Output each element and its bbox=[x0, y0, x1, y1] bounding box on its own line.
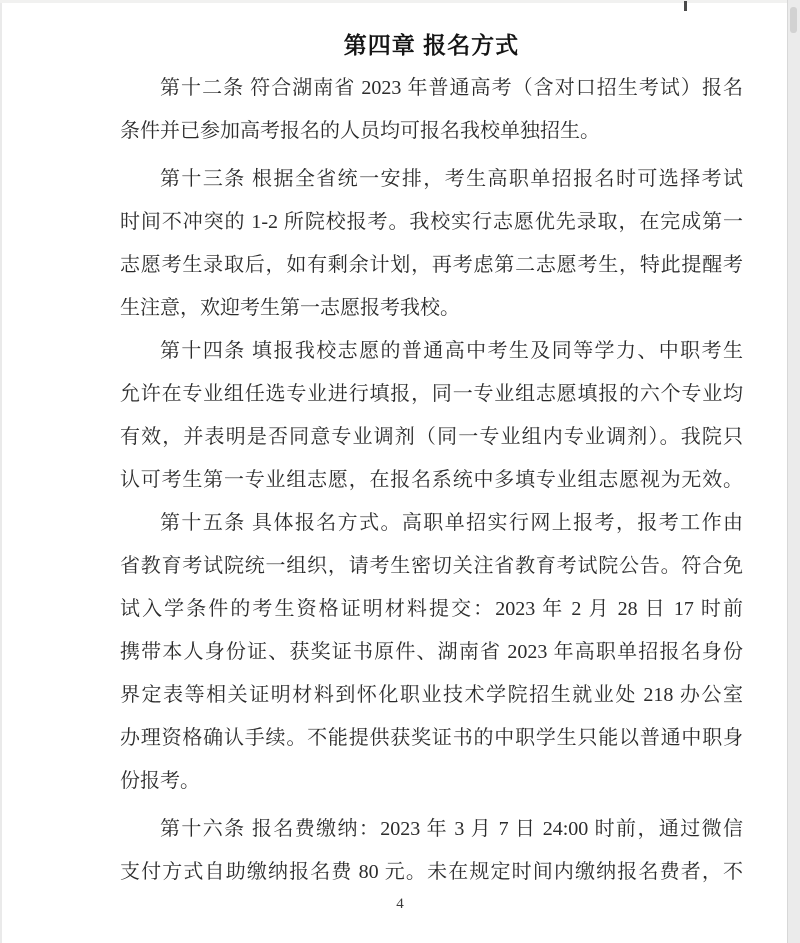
text-line: 允许在专业组任选专业进行填报，同一专业组志愿填报的六个专业均 bbox=[120, 383, 743, 405]
text-line: 第十四条 填报我校志愿的普通高中考生及同等学力、中职考生 bbox=[160, 340, 743, 362]
page-number: 4 bbox=[396, 896, 404, 912]
paragraph-article-14 bbox=[120, 330, 743, 502]
document-content bbox=[120, 24, 743, 894]
paragraph-article-13 bbox=[120, 158, 743, 330]
text-line: 志愿考生录取后，如有剩余计划，再考虑第二志愿考生，特此提醒考 bbox=[120, 254, 743, 276]
text-line: 试入学条件的考生资格证明材料提交：2023 年 2 月 28 日 17 时前 bbox=[120, 598, 743, 620]
page-left-edge bbox=[0, 0, 2, 943]
text-line: 支付方式自助缴纳报名费 80 元。未在规定时间内缴纳报名费者，不 bbox=[120, 861, 743, 883]
text-line: 生注意，欢迎考生第一志愿报考我校。 bbox=[120, 297, 460, 319]
text-line: 省教育考试院统一组织，请考生密切关注省教育考试院公告。符合免 bbox=[120, 555, 743, 577]
text-line: 携带本人身份证、获奖证书原件、湖南省 2023 年高职单招报名身份 bbox=[120, 641, 743, 663]
scrollbar-thumb[interactable] bbox=[790, 7, 797, 33]
page-top-edge bbox=[0, 0, 800, 3]
text-line: 第十六条 报名费缴纳：2023 年 3 月 7 日 24:00 时前，通过微信 bbox=[160, 818, 743, 840]
text-cursor-mark bbox=[684, 1, 687, 11]
scrollbar-track[interactable] bbox=[787, 0, 800, 943]
text-line: 界定表等相关证明材料到怀化职业技术学院招生就业处 218 办公室 bbox=[120, 684, 743, 706]
text-line: 时间不冲突的 1-2 所院校报考。我校实行志愿优先录取，在完成第一 bbox=[120, 211, 743, 233]
paragraph-article-16 bbox=[120, 808, 743, 894]
text-line: 有效，并表明是否同意专业调剂（同一专业组内专业调剂）。我院只 bbox=[120, 426, 743, 448]
text-line: 第十三条 根据全省统一安排，考生高职单招报名时可选择考试 bbox=[160, 168, 743, 190]
paragraph-article-15 bbox=[120, 502, 743, 803]
text-line: 第十五条 具体报名方式。高职单招实行网上报考，报考工作由 bbox=[160, 512, 743, 534]
chapter-title: 第四章 报名方式 bbox=[343, 32, 520, 58]
text-line: 办理资格确认手续。不能提供获奖证书的中职学生只能以普通中职身 bbox=[120, 727, 743, 749]
text-line: 第十二条 符合湖南省 2023 年普通高考（含对口招生考试）报名 bbox=[160, 77, 743, 99]
text-line: 条件并已参加高考报名的人员均可报名我校单独招生。 bbox=[120, 120, 600, 142]
text-line: 认可考生第一专业组志愿，在报名系统中多填专业组志愿视为无效。 bbox=[120, 469, 743, 491]
paragraph-article-12 bbox=[120, 67, 743, 153]
text-line: 份报考。 bbox=[120, 770, 200, 792]
